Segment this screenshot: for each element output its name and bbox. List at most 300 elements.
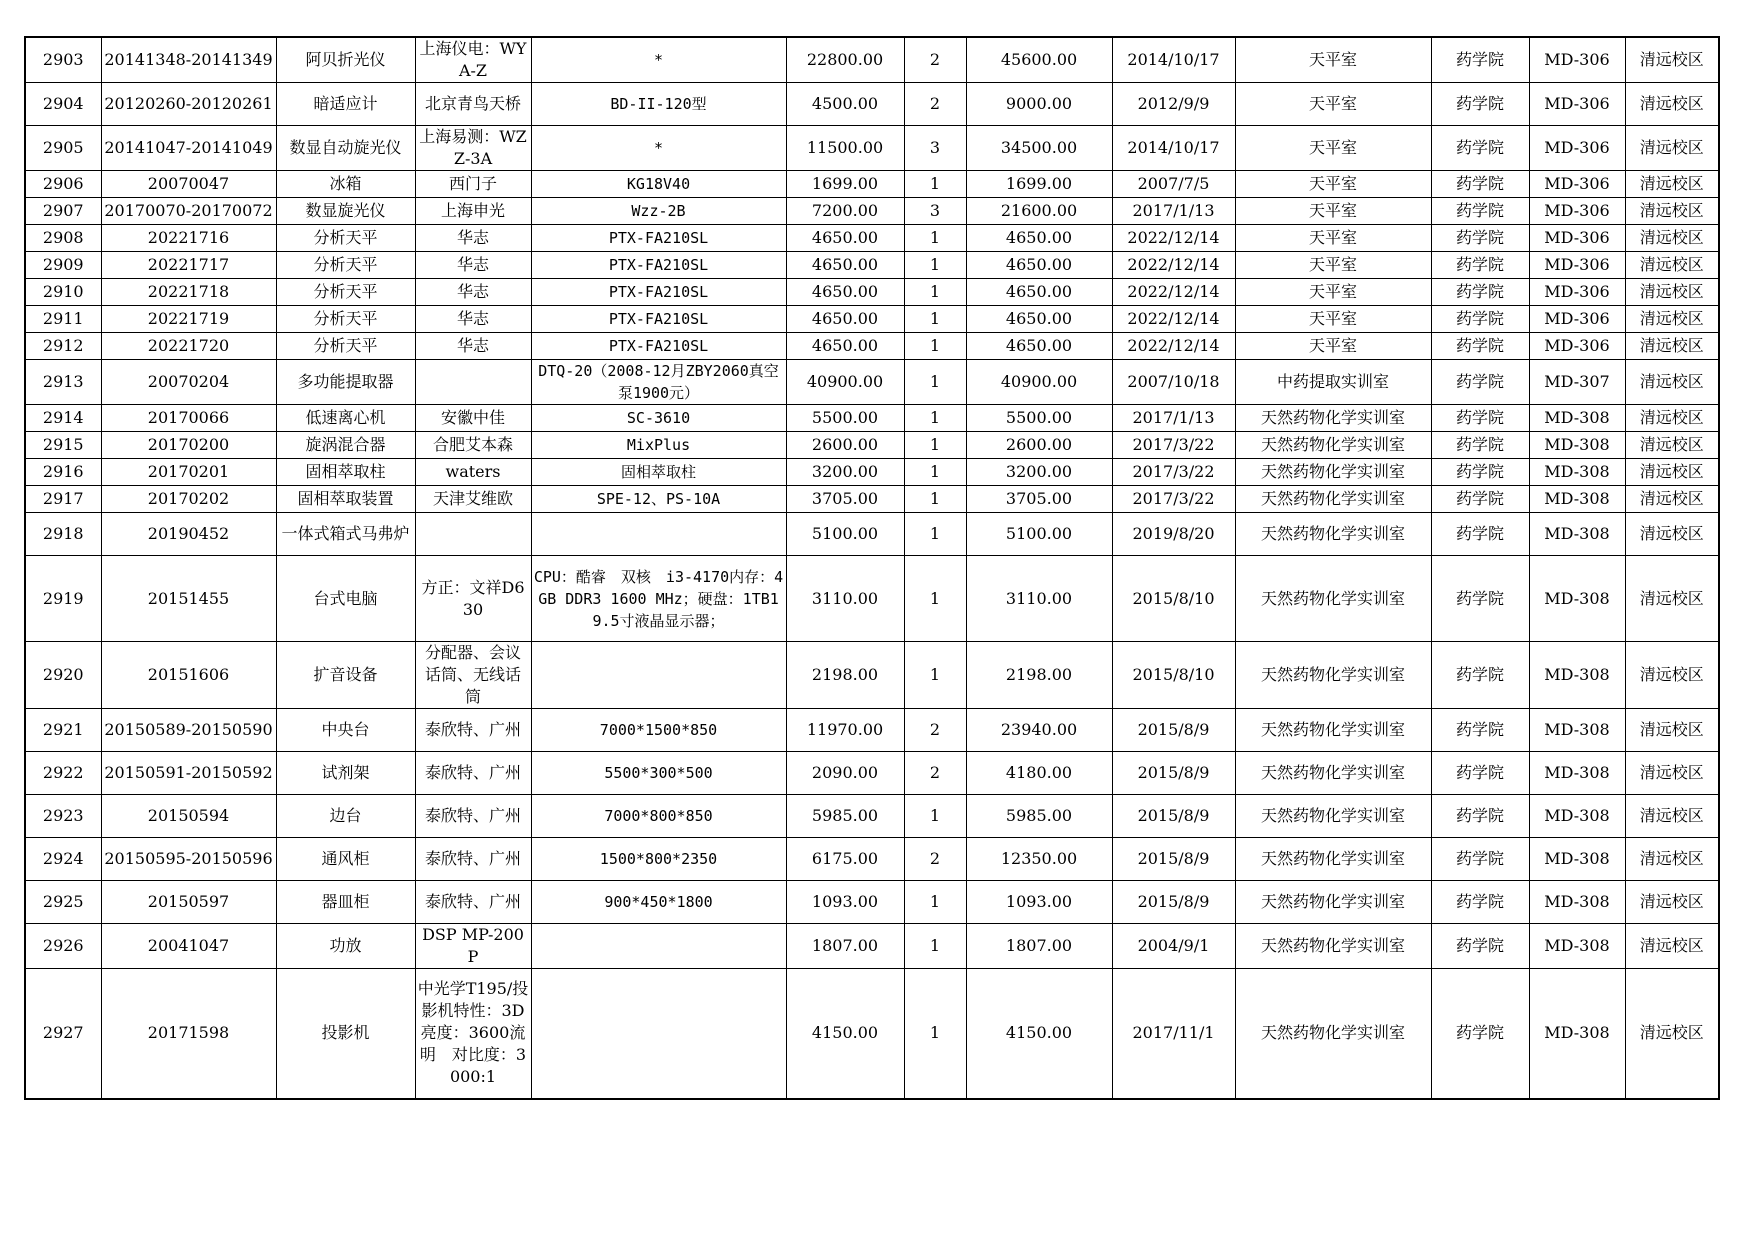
table-row: [25, 556, 1719, 642]
table-row: [25, 838, 1719, 881]
room-code-cell: MD-308: [1529, 459, 1625, 486]
quantity-cell: 1: [904, 171, 966, 198]
room-cell: 天平室: [1235, 252, 1431, 279]
model-cell: 7000*800*850: [531, 795, 786, 838]
date-cell: 2022/12/14: [1112, 252, 1235, 279]
quantity-cell: 1: [904, 556, 966, 642]
date-cell: 2019/8/20: [1112, 513, 1235, 556]
seq-no-cell: 2906: [25, 171, 101, 198]
quantity-cell: 1: [904, 405, 966, 432]
total-price-cell: 5100.00: [966, 513, 1112, 556]
date-cell: 2007/7/5: [1112, 171, 1235, 198]
unit-price-cell: 7200.00: [786, 198, 904, 225]
asset-no-cell: 20190452: [101, 513, 276, 556]
room-cell: 天平室: [1235, 225, 1431, 252]
model-cell: SPE-12、PS-10A: [531, 486, 786, 513]
unit-price-cell: 4650.00: [786, 252, 904, 279]
room-cell: 天然药物化学实训室: [1235, 795, 1431, 838]
room-code-cell: MD-308: [1529, 969, 1625, 1099]
name-cell: 中央台: [276, 709, 415, 752]
name-cell: 扩音设备: [276, 642, 415, 709]
unit-price-cell: 2600.00: [786, 432, 904, 459]
table-row: [25, 513, 1719, 556]
seq-no-cell: 2916: [25, 459, 101, 486]
quantity-cell: 3: [904, 126, 966, 171]
table-row: [25, 171, 1719, 198]
model-cell: PTX-FA210SL: [531, 306, 786, 333]
seq-no-cell: 2912: [25, 333, 101, 360]
total-price-cell: 3110.00: [966, 556, 1112, 642]
asset-no-cell: 20221718: [101, 279, 276, 306]
asset-no-cell: 20141348-20141349: [101, 37, 276, 83]
name-cell: 试剂架: [276, 752, 415, 795]
campus-cell: 清远校区: [1625, 333, 1719, 360]
department-cell: 药学院: [1431, 924, 1529, 969]
name-cell: 器皿柜: [276, 881, 415, 924]
seq-no-cell: 2915: [25, 432, 101, 459]
unit-price-cell: 4150.00: [786, 969, 904, 1099]
seq-no-cell: 2925: [25, 881, 101, 924]
unit-price-cell: 11970.00: [786, 709, 904, 752]
seq-no-cell: 2909: [25, 252, 101, 279]
model-cell: 固相萃取柱: [531, 459, 786, 486]
name-cell: 暗适应计: [276, 83, 415, 126]
room-cell: 天然药物化学实训室: [1235, 924, 1431, 969]
unit-price-cell: 2090.00: [786, 752, 904, 795]
table-row: [25, 881, 1719, 924]
room-code-cell: MD-308: [1529, 486, 1625, 513]
model-cell: *: [531, 126, 786, 171]
name-cell: 投影机: [276, 969, 415, 1099]
date-cell: 2015/8/9: [1112, 795, 1235, 838]
model-cell: 5500*300*500: [531, 752, 786, 795]
room-cell: 天然药物化学实训室: [1235, 459, 1431, 486]
asset-no-cell: 20170066: [101, 405, 276, 432]
brand-cell: 分配器、会议话筒、无线话筒: [415, 642, 531, 709]
seq-no-cell: 2922: [25, 752, 101, 795]
campus-cell: 清远校区: [1625, 795, 1719, 838]
name-cell: 固相萃取装置: [276, 486, 415, 513]
table-row: [25, 83, 1719, 126]
table-row: [25, 642, 1719, 709]
table-row: [25, 198, 1719, 225]
seq-no-cell: 2904: [25, 83, 101, 126]
room-code-cell: MD-308: [1529, 924, 1625, 969]
room-cell: 天然药物化学实训室: [1235, 838, 1431, 881]
department-cell: 药学院: [1431, 838, 1529, 881]
asset-no-cell: 20170070-20170072: [101, 198, 276, 225]
asset-table-sheet: [24, 36, 1718, 1100]
unit-price-cell: 1699.00: [786, 171, 904, 198]
total-price-cell: 4650.00: [966, 252, 1112, 279]
name-cell: 阿贝折光仪: [276, 37, 415, 83]
date-cell: 2017/3/22: [1112, 432, 1235, 459]
date-cell: 2017/1/13: [1112, 405, 1235, 432]
quantity-cell: 1: [904, 360, 966, 405]
model-cell: [531, 642, 786, 709]
model-cell: [531, 924, 786, 969]
campus-cell: 清远校区: [1625, 513, 1719, 556]
asset-no-cell: 20150595-20150596: [101, 838, 276, 881]
name-cell: 通风柜: [276, 838, 415, 881]
table-row: [25, 360, 1719, 405]
asset-no-cell: 20221720: [101, 333, 276, 360]
unit-price-cell: 11500.00: [786, 126, 904, 171]
table-row: [25, 279, 1719, 306]
campus-cell: 清远校区: [1625, 881, 1719, 924]
seq-no-cell: 2921: [25, 709, 101, 752]
quantity-cell: 1: [904, 881, 966, 924]
brand-cell: [415, 360, 531, 405]
department-cell: 药学院: [1431, 486, 1529, 513]
table-row: [25, 405, 1719, 432]
date-cell: 2017/11/1: [1112, 969, 1235, 1099]
seq-no-cell: 2924: [25, 838, 101, 881]
brand-cell: 泰欣特、广州: [415, 881, 531, 924]
room-cell: 天平室: [1235, 126, 1431, 171]
unit-price-cell: 4500.00: [786, 83, 904, 126]
quantity-cell: 1: [904, 969, 966, 1099]
unit-price-cell: 1093.00: [786, 881, 904, 924]
room-cell: 天然药物化学实训室: [1235, 752, 1431, 795]
department-cell: 药学院: [1431, 969, 1529, 1099]
campus-cell: 清远校区: [1625, 360, 1719, 405]
date-cell: 2015/8/9: [1112, 881, 1235, 924]
room-cell: 天然药物化学实训室: [1235, 709, 1431, 752]
department-cell: 药学院: [1431, 459, 1529, 486]
total-price-cell: 4650.00: [966, 225, 1112, 252]
brand-cell: 华志: [415, 225, 531, 252]
quantity-cell: 1: [904, 333, 966, 360]
date-cell: 2015/8/9: [1112, 709, 1235, 752]
total-price-cell: 21600.00: [966, 198, 1112, 225]
brand-cell: DSP MP-200P: [415, 924, 531, 969]
room-code-cell: MD-308: [1529, 709, 1625, 752]
unit-price-cell: 5985.00: [786, 795, 904, 838]
model-cell: PTX-FA210SL: [531, 333, 786, 360]
campus-cell: 清远校区: [1625, 306, 1719, 333]
total-price-cell: 45600.00: [966, 37, 1112, 83]
room-code-cell: MD-308: [1529, 838, 1625, 881]
department-cell: 药学院: [1431, 198, 1529, 225]
table-row: [25, 432, 1719, 459]
room-cell: 天然药物化学实训室: [1235, 405, 1431, 432]
campus-cell: 清远校区: [1625, 924, 1719, 969]
asset-no-cell: 20150589-20150590: [101, 709, 276, 752]
quantity-cell: 1: [904, 279, 966, 306]
department-cell: 药学院: [1431, 252, 1529, 279]
unit-price-cell: 6175.00: [786, 838, 904, 881]
model-cell: DTQ-20（2008-12月ZBY2060真空泵1900元）: [531, 360, 786, 405]
name-cell: 功放: [276, 924, 415, 969]
date-cell: 2022/12/14: [1112, 225, 1235, 252]
campus-cell: 清远校区: [1625, 225, 1719, 252]
brand-cell: 泰欣特、广州: [415, 795, 531, 838]
room-code-cell: MD-308: [1529, 513, 1625, 556]
name-cell: 台式电脑: [276, 556, 415, 642]
asset-no-cell: 20151455: [101, 556, 276, 642]
model-cell: PTX-FA210SL: [531, 252, 786, 279]
seq-no-cell: 2927: [25, 969, 101, 1099]
asset-no-cell: 20141047-20141049: [101, 126, 276, 171]
seq-no-cell: 2918: [25, 513, 101, 556]
asset-no-cell: 20150597: [101, 881, 276, 924]
quantity-cell: 1: [904, 513, 966, 556]
seq-no-cell: 2919: [25, 556, 101, 642]
brand-cell: 方正：文祥D630: [415, 556, 531, 642]
table-row: [25, 795, 1719, 838]
quantity-cell: 1: [904, 459, 966, 486]
campus-cell: 清远校区: [1625, 752, 1719, 795]
room-cell: 天平室: [1235, 37, 1431, 83]
name-cell: 数显旋光仪: [276, 198, 415, 225]
department-cell: 药学院: [1431, 513, 1529, 556]
name-cell: 数显自动旋光仪: [276, 126, 415, 171]
room-cell: 天然药物化学实训室: [1235, 486, 1431, 513]
table-row: [25, 709, 1719, 752]
total-price-cell: 5985.00: [966, 795, 1112, 838]
total-price-cell: 1699.00: [966, 171, 1112, 198]
seq-no-cell: 2917: [25, 486, 101, 513]
model-cell: 7000*1500*850: [531, 709, 786, 752]
campus-cell: 清远校区: [1625, 405, 1719, 432]
table-row: [25, 252, 1719, 279]
table-row: [25, 459, 1719, 486]
total-price-cell: 4650.00: [966, 279, 1112, 306]
table-row: [25, 126, 1719, 171]
department-cell: 药学院: [1431, 126, 1529, 171]
model-cell: PTX-FA210SL: [531, 279, 786, 306]
table-row: [25, 37, 1719, 83]
campus-cell: 清远校区: [1625, 709, 1719, 752]
room-cell: 天然药物化学实训室: [1235, 556, 1431, 642]
room-code-cell: MD-306: [1529, 171, 1625, 198]
room-code-cell: MD-306: [1529, 252, 1625, 279]
seq-no-cell: 2910: [25, 279, 101, 306]
asset-no-cell: 20221717: [101, 252, 276, 279]
quantity-cell: 1: [904, 225, 966, 252]
campus-cell: 清远校区: [1625, 198, 1719, 225]
total-price-cell: 34500.00: [966, 126, 1112, 171]
room-code-cell: MD-306: [1529, 126, 1625, 171]
department-cell: 药学院: [1431, 306, 1529, 333]
room-code-cell: MD-308: [1529, 752, 1625, 795]
room-cell: 天然药物化学实训室: [1235, 513, 1431, 556]
seq-no-cell: 2908: [25, 225, 101, 252]
total-price-cell: 4650.00: [966, 306, 1112, 333]
room-code-cell: MD-308: [1529, 881, 1625, 924]
brand-cell: 安徽中佳: [415, 405, 531, 432]
brand-cell: 上海申光: [415, 198, 531, 225]
name-cell: 分析天平: [276, 252, 415, 279]
asset-table: [24, 36, 1720, 1100]
room-code-cell: MD-306: [1529, 37, 1625, 83]
department-cell: 药学院: [1431, 171, 1529, 198]
seq-no-cell: 2920: [25, 642, 101, 709]
room-code-cell: MD-308: [1529, 795, 1625, 838]
asset-no-cell: 20170201: [101, 459, 276, 486]
name-cell: 旋涡混合器: [276, 432, 415, 459]
quantity-cell: 1: [904, 924, 966, 969]
department-cell: 药学院: [1431, 881, 1529, 924]
room-cell: 天然药物化学实训室: [1235, 881, 1431, 924]
quantity-cell: 1: [904, 252, 966, 279]
unit-price-cell: 4650.00: [786, 279, 904, 306]
seq-no-cell: 2905: [25, 126, 101, 171]
brand-cell: 泰欣特、广州: [415, 838, 531, 881]
room-code-cell: MD-306: [1529, 306, 1625, 333]
date-cell: 2007/10/18: [1112, 360, 1235, 405]
total-price-cell: 2198.00: [966, 642, 1112, 709]
quantity-cell: 2: [904, 83, 966, 126]
model-cell: SC-3610: [531, 405, 786, 432]
unit-price-cell: 4650.00: [786, 306, 904, 333]
campus-cell: 清远校区: [1625, 969, 1719, 1099]
seq-no-cell: 2911: [25, 306, 101, 333]
room-code-cell: MD-306: [1529, 198, 1625, 225]
name-cell: 分析天平: [276, 306, 415, 333]
room-cell: 天平室: [1235, 333, 1431, 360]
room-cell: 天平室: [1235, 83, 1431, 126]
campus-cell: 清远校区: [1625, 83, 1719, 126]
seq-no-cell: 2914: [25, 405, 101, 432]
unit-price-cell: 3705.00: [786, 486, 904, 513]
campus-cell: 清远校区: [1625, 486, 1719, 513]
total-price-cell: 5500.00: [966, 405, 1112, 432]
brand-cell: 西门子: [415, 171, 531, 198]
brand-cell: 华志: [415, 279, 531, 306]
department-cell: 药学院: [1431, 225, 1529, 252]
total-price-cell: 2600.00: [966, 432, 1112, 459]
brand-cell: 华志: [415, 333, 531, 360]
quantity-cell: 2: [904, 709, 966, 752]
room-cell: 天然药物化学实训室: [1235, 432, 1431, 459]
asset-no-cell: 20070204: [101, 360, 276, 405]
department-cell: 药学院: [1431, 37, 1529, 83]
table-row: [25, 225, 1719, 252]
brand-cell: 泰欣特、广州: [415, 709, 531, 752]
date-cell: 2012/9/9: [1112, 83, 1235, 126]
campus-cell: 清远校区: [1625, 252, 1719, 279]
room-cell: 中药提取实训室: [1235, 360, 1431, 405]
total-price-cell: 9000.00: [966, 83, 1112, 126]
room-code-cell: MD-307: [1529, 360, 1625, 405]
date-cell: 2022/12/14: [1112, 279, 1235, 306]
seq-no-cell: 2913: [25, 360, 101, 405]
unit-price-cell: 2198.00: [786, 642, 904, 709]
date-cell: 2015/8/9: [1112, 752, 1235, 795]
unit-price-cell: 22800.00: [786, 37, 904, 83]
seq-no-cell: 2923: [25, 795, 101, 838]
total-price-cell: 3705.00: [966, 486, 1112, 513]
room-cell: 天然药物化学实训室: [1235, 642, 1431, 709]
campus-cell: 清远校区: [1625, 459, 1719, 486]
unit-price-cell: 4650.00: [786, 225, 904, 252]
date-cell: 2017/3/22: [1112, 459, 1235, 486]
department-cell: 药学院: [1431, 709, 1529, 752]
room-cell: 天平室: [1235, 306, 1431, 333]
date-cell: 2015/8/10: [1112, 642, 1235, 709]
asset-no-cell: 20170200: [101, 432, 276, 459]
unit-price-cell: 40900.00: [786, 360, 904, 405]
campus-cell: 清远校区: [1625, 642, 1719, 709]
date-cell: 2022/12/14: [1112, 333, 1235, 360]
date-cell: 2004/9/1: [1112, 924, 1235, 969]
campus-cell: 清远校区: [1625, 37, 1719, 83]
table-row: [25, 924, 1719, 969]
table-row: [25, 333, 1719, 360]
room-code-cell: MD-308: [1529, 556, 1625, 642]
asset-no-cell: 20070047: [101, 171, 276, 198]
model-cell: *: [531, 37, 786, 83]
unit-price-cell: 1807.00: [786, 924, 904, 969]
name-cell: 固相萃取柱: [276, 459, 415, 486]
asset-no-cell: 20151606: [101, 642, 276, 709]
total-price-cell: 1093.00: [966, 881, 1112, 924]
model-cell: KG18V40: [531, 171, 786, 198]
model-cell: CPU：酷睿 双核 i3-4170内存：4GB DDR3 1600 MHz；硬盘：1TB19.5寸液晶显示器；: [531, 556, 786, 642]
model-cell: PTX-FA210SL: [531, 225, 786, 252]
brand-cell: 泰欣特、广州: [415, 752, 531, 795]
room-code-cell: MD-308: [1529, 405, 1625, 432]
total-price-cell: 4650.00: [966, 333, 1112, 360]
campus-cell: 清远校区: [1625, 279, 1719, 306]
total-price-cell: 12350.00: [966, 838, 1112, 881]
name-cell: 多功能提取器: [276, 360, 415, 405]
date-cell: 2014/10/17: [1112, 37, 1235, 83]
asset-no-cell: 20221716: [101, 225, 276, 252]
seq-no-cell: 2926: [25, 924, 101, 969]
quantity-cell: 1: [904, 306, 966, 333]
seq-no-cell: 2907: [25, 198, 101, 225]
quantity-cell: 1: [904, 432, 966, 459]
date-cell: 2014/10/17: [1112, 126, 1235, 171]
name-cell: 分析天平: [276, 225, 415, 252]
department-cell: 药学院: [1431, 556, 1529, 642]
model-cell: 1500*800*2350: [531, 838, 786, 881]
unit-price-cell: 5500.00: [786, 405, 904, 432]
asset-no-cell: 20171598: [101, 969, 276, 1099]
brand-cell: 天津艾维欧: [415, 486, 531, 513]
quantity-cell: 2: [904, 838, 966, 881]
name-cell: 冰箱: [276, 171, 415, 198]
room-cell: 天平室: [1235, 279, 1431, 306]
name-cell: 一体式箱式马弗炉: [276, 513, 415, 556]
asset-no-cell: 20150594: [101, 795, 276, 838]
campus-cell: 清远校区: [1625, 126, 1719, 171]
brand-cell: waters: [415, 459, 531, 486]
brand-cell: 上海仪电：WYA-Z: [415, 37, 531, 83]
unit-price-cell: 3200.00: [786, 459, 904, 486]
quantity-cell: 1: [904, 795, 966, 838]
department-cell: 药学院: [1431, 432, 1529, 459]
table-row: [25, 969, 1719, 1099]
brand-cell: 华志: [415, 306, 531, 333]
room-code-cell: MD-308: [1529, 432, 1625, 459]
department-cell: 药学院: [1431, 795, 1529, 838]
model-cell: [531, 513, 786, 556]
brand-cell: 上海易测：WZZ-3A: [415, 126, 531, 171]
campus-cell: 清远校区: [1625, 556, 1719, 642]
quantity-cell: 1: [904, 486, 966, 513]
table-row: [25, 306, 1719, 333]
quantity-cell: 1: [904, 642, 966, 709]
date-cell: 2017/3/22: [1112, 486, 1235, 513]
brand-cell: [415, 513, 531, 556]
room-code-cell: MD-306: [1529, 225, 1625, 252]
date-cell: 2022/12/14: [1112, 306, 1235, 333]
model-cell: 900*450*1800: [531, 881, 786, 924]
